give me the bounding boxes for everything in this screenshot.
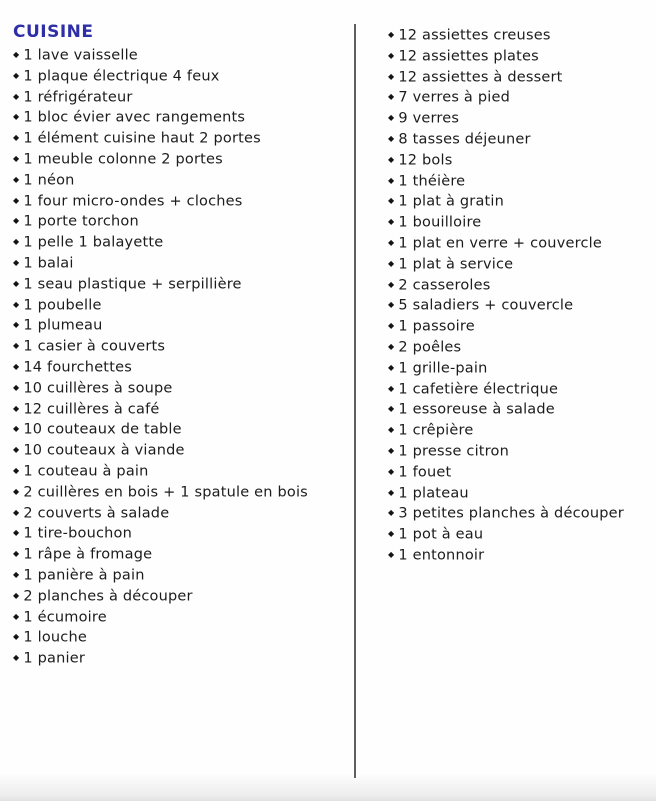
list-item (13, 66, 351, 87)
item-label: 1 casier à couverts (23, 338, 166, 355)
list-item (13, 170, 351, 191)
list-item (388, 441, 652, 462)
diamond-bullet-icon: ◆ (13, 257, 20, 267)
diamond-bullet-icon: ◆ (388, 71, 395, 81)
kitchen-list-right (388, 25, 652, 566)
diamond-bullet-icon: ◆ (13, 174, 20, 184)
diamond-bullet-icon: ◆ (13, 486, 20, 496)
item-label: 2 couverts à salade (23, 505, 170, 522)
diamond-bullet-icon: ◆ (388, 279, 395, 289)
list-item (13, 523, 351, 544)
list-item (13, 627, 351, 648)
list-item (13, 191, 351, 212)
list-item (13, 211, 351, 232)
left-column (13, 22, 351, 669)
item-label: 1 essoreuse à salade (398, 401, 555, 418)
item-label: 1 couteau à pain (23, 463, 149, 480)
diamond-bullet-icon: ◆ (13, 112, 20, 122)
list-item (13, 565, 351, 586)
item-label: 1 four micro-ondes + cloches (23, 193, 243, 210)
diamond-bullet-icon: ◆ (388, 154, 395, 164)
kitchen-list-left (13, 45, 351, 669)
diamond-bullet-icon: ◆ (388, 508, 395, 518)
diamond-bullet-icon: ◆ (13, 133, 20, 143)
diamond-bullet-icon: ◆ (388, 217, 395, 227)
item-label: 1 passoire (398, 318, 475, 335)
diamond-bullet-icon: ◆ (388, 196, 395, 206)
item-label: 14 fourchettes (23, 359, 132, 376)
list-item (388, 420, 652, 441)
item-label: 12 assiettes creuses (398, 27, 551, 44)
item-label: 1 râpe à fromage (23, 546, 153, 563)
list-item (13, 253, 351, 274)
list-item (388, 379, 652, 400)
item-label: 1 seau plastique + serpillière (23, 276, 242, 293)
diamond-bullet-icon: ◆ (13, 237, 20, 247)
item-label: 1 plat à service (398, 256, 514, 273)
item-label: 1 pot à eau (398, 526, 484, 543)
diamond-bullet-icon: ◆ (13, 424, 20, 434)
item-label: 12 bols (398, 152, 453, 169)
diamond-bullet-icon: ◆ (388, 445, 395, 455)
item-label: 10 cuillères à soupe (23, 380, 173, 397)
diamond-bullet-icon: ◆ (13, 195, 20, 205)
item-label: 1 crêpière (398, 422, 474, 439)
item-label: 1 néon (23, 172, 75, 189)
list-item (388, 358, 652, 379)
diamond-bullet-icon: ◆ (13, 445, 20, 455)
list-item (388, 316, 652, 337)
item-label: 1 cafetière électrique (398, 381, 559, 398)
list-item (13, 128, 351, 149)
diamond-bullet-icon: ◆ (13, 299, 20, 309)
diamond-bullet-icon: ◆ (13, 341, 20, 351)
diamond-bullet-icon: ◆ (13, 507, 20, 517)
list-item (388, 129, 652, 150)
item-label: 10 couteaux à viande (23, 442, 185, 459)
diamond-bullet-icon: ◆ (13, 403, 20, 413)
list-item (388, 212, 652, 233)
item-label: 1 panière à pain (23, 567, 145, 584)
list-item (13, 45, 351, 66)
list-item (13, 378, 351, 399)
diamond-bullet-icon: ◆ (388, 321, 395, 331)
diamond-bullet-icon: ◆ (388, 50, 395, 60)
diamond-bullet-icon: ◆ (388, 30, 395, 39)
item-label: 1 porte torchon (23, 213, 139, 230)
diamond-bullet-icon: ◆ (388, 300, 395, 310)
list-item (13, 544, 351, 565)
diamond-bullet-icon: ◆ (13, 569, 20, 579)
list-item (13, 607, 351, 628)
diamond-bullet-icon: ◆ (13, 153, 20, 163)
diamond-bullet-icon: ◆ (13, 216, 20, 226)
page-title: CUISINE (13, 22, 94, 42)
item-label: 1 réfrigérateur (23, 89, 133, 106)
item-label: 8 tasses déjeuner (398, 131, 531, 148)
item-label: 3 petites planches à découper (398, 505, 624, 522)
item-label: 1 plumeau (23, 317, 103, 334)
list-item (388, 462, 652, 483)
item-label: 1 poubelle (23, 297, 102, 314)
diamond-bullet-icon: ◆ (388, 549, 395, 559)
item-label: 1 bouilloire (398, 214, 482, 231)
list-item (13, 315, 351, 336)
list-item (13, 461, 351, 482)
item-label: 2 poêles (398, 339, 462, 356)
item-label: 12 assiettes à dessert (398, 69, 563, 86)
list-item (13, 482, 351, 503)
item-label: 1 plat en verre + couvercle (398, 235, 602, 252)
list-item (388, 545, 652, 566)
diamond-bullet-icon: ◆ (13, 653, 20, 663)
list-item (388, 171, 652, 192)
list-item (13, 232, 351, 253)
list-item (388, 46, 652, 67)
item-label: 1 panier (23, 650, 85, 667)
diamond-bullet-icon: ◆ (13, 361, 20, 371)
item-label: 2 planches à découper (23, 588, 193, 605)
item-label: 1 fouet (398, 464, 452, 481)
list-item (13, 336, 351, 357)
right-column (388, 25, 652, 566)
list-item (388, 108, 652, 129)
list-item (388, 25, 652, 46)
list-item (388, 503, 652, 524)
item-label: 9 verres (398, 110, 460, 127)
list-item (388, 399, 652, 420)
diamond-bullet-icon: ◆ (13, 320, 20, 330)
list-item (388, 524, 652, 545)
diamond-bullet-icon: ◆ (388, 466, 395, 476)
list-item (388, 254, 652, 275)
diamond-bullet-icon: ◆ (13, 632, 20, 642)
list-item (13, 440, 351, 461)
item-label: 1 écumoire (23, 609, 107, 626)
item-label: 1 grille-pain (398, 360, 488, 377)
list-item (13, 274, 351, 295)
list-item (13, 586, 351, 607)
diamond-bullet-icon: ◆ (388, 258, 395, 268)
diamond-bullet-icon: ◆ (388, 362, 395, 372)
item-label: 2 casseroles (398, 277, 491, 294)
list-item (13, 87, 351, 108)
diamond-bullet-icon: ◆ (13, 278, 20, 288)
item-label: 1 balai (23, 255, 74, 272)
diamond-bullet-icon: ◆ (388, 487, 395, 497)
diamond-bullet-icon: ◆ (13, 91, 20, 101)
list-item (13, 399, 351, 420)
diamond-bullet-icon: ◆ (388, 425, 395, 435)
diamond-bullet-icon: ◆ (388, 341, 395, 351)
diamond-bullet-icon: ◆ (13, 590, 20, 600)
list-item (13, 419, 351, 440)
list-item (13, 295, 351, 316)
item-label: 1 théière (398, 173, 466, 190)
item-label: 1 meuble colonne 2 portes (23, 151, 223, 168)
item-label: 1 lave vaisselle (23, 47, 138, 64)
list-item (388, 337, 652, 358)
diamond-bullet-icon: ◆ (388, 113, 395, 123)
item-label: 1 pelle 1 balayette (23, 234, 164, 251)
diamond-bullet-icon: ◆ (13, 528, 20, 538)
item-label: 12 assiettes plates (398, 48, 539, 65)
diamond-bullet-icon: ◆ (13, 382, 20, 392)
list-item (388, 67, 652, 88)
item-label: 1 presse citron (398, 443, 509, 460)
list-item (388, 275, 652, 296)
item-label: 1 bloc évier avec rangements (23, 109, 246, 126)
diamond-bullet-icon: ◆ (13, 549, 20, 559)
list-item (388, 295, 652, 316)
item-label: 1 plat à gratin (398, 193, 505, 210)
diamond-bullet-icon: ◆ (388, 92, 395, 102)
column-divider (354, 24, 356, 778)
item-label: 5 saladiers + couvercle (398, 297, 574, 314)
item-label: 10 couteaux de table (23, 421, 182, 438)
item-label: 1 louche (23, 629, 87, 646)
list-item (13, 357, 351, 378)
item-label: 1 élément cuisine haut 2 portes (23, 130, 261, 147)
diamond-bullet-icon: ◆ (388, 237, 395, 247)
item-label: 12 cuillères à café (23, 401, 160, 418)
diamond-bullet-icon: ◆ (388, 383, 395, 393)
list-item (388, 150, 652, 171)
list-item (13, 149, 351, 170)
list-item (388, 87, 652, 108)
diamond-bullet-icon: ◆ (388, 175, 395, 185)
list-item (388, 233, 652, 254)
item-label: 7 verres à pied (398, 89, 510, 106)
list-item (13, 107, 351, 128)
item-label: 1 plateau (398, 485, 469, 502)
diamond-bullet-icon: ◆ (388, 133, 395, 143)
diamond-bullet-icon: ◆ (13, 70, 20, 80)
list-item (13, 648, 351, 669)
list-item (13, 503, 351, 524)
item-label: 1 tire-bouchon (23, 525, 132, 542)
diamond-bullet-icon: ◆ (13, 611, 20, 621)
list-item (388, 483, 652, 504)
diamond-bullet-icon: ◆ (388, 529, 395, 539)
diamond-bullet-icon: ◆ (13, 50, 20, 59)
item-label: 1 entonnoir (398, 547, 485, 564)
scan-noise-band (0, 773, 656, 801)
item-label: 1 plaque électrique 4 feux (23, 68, 220, 85)
diamond-bullet-icon: ◆ (13, 465, 20, 475)
list-item (388, 191, 652, 212)
item-label: 2 cuillères en bois + 1 spatule en bois (23, 484, 308, 501)
diamond-bullet-icon: ◆ (388, 404, 395, 414)
